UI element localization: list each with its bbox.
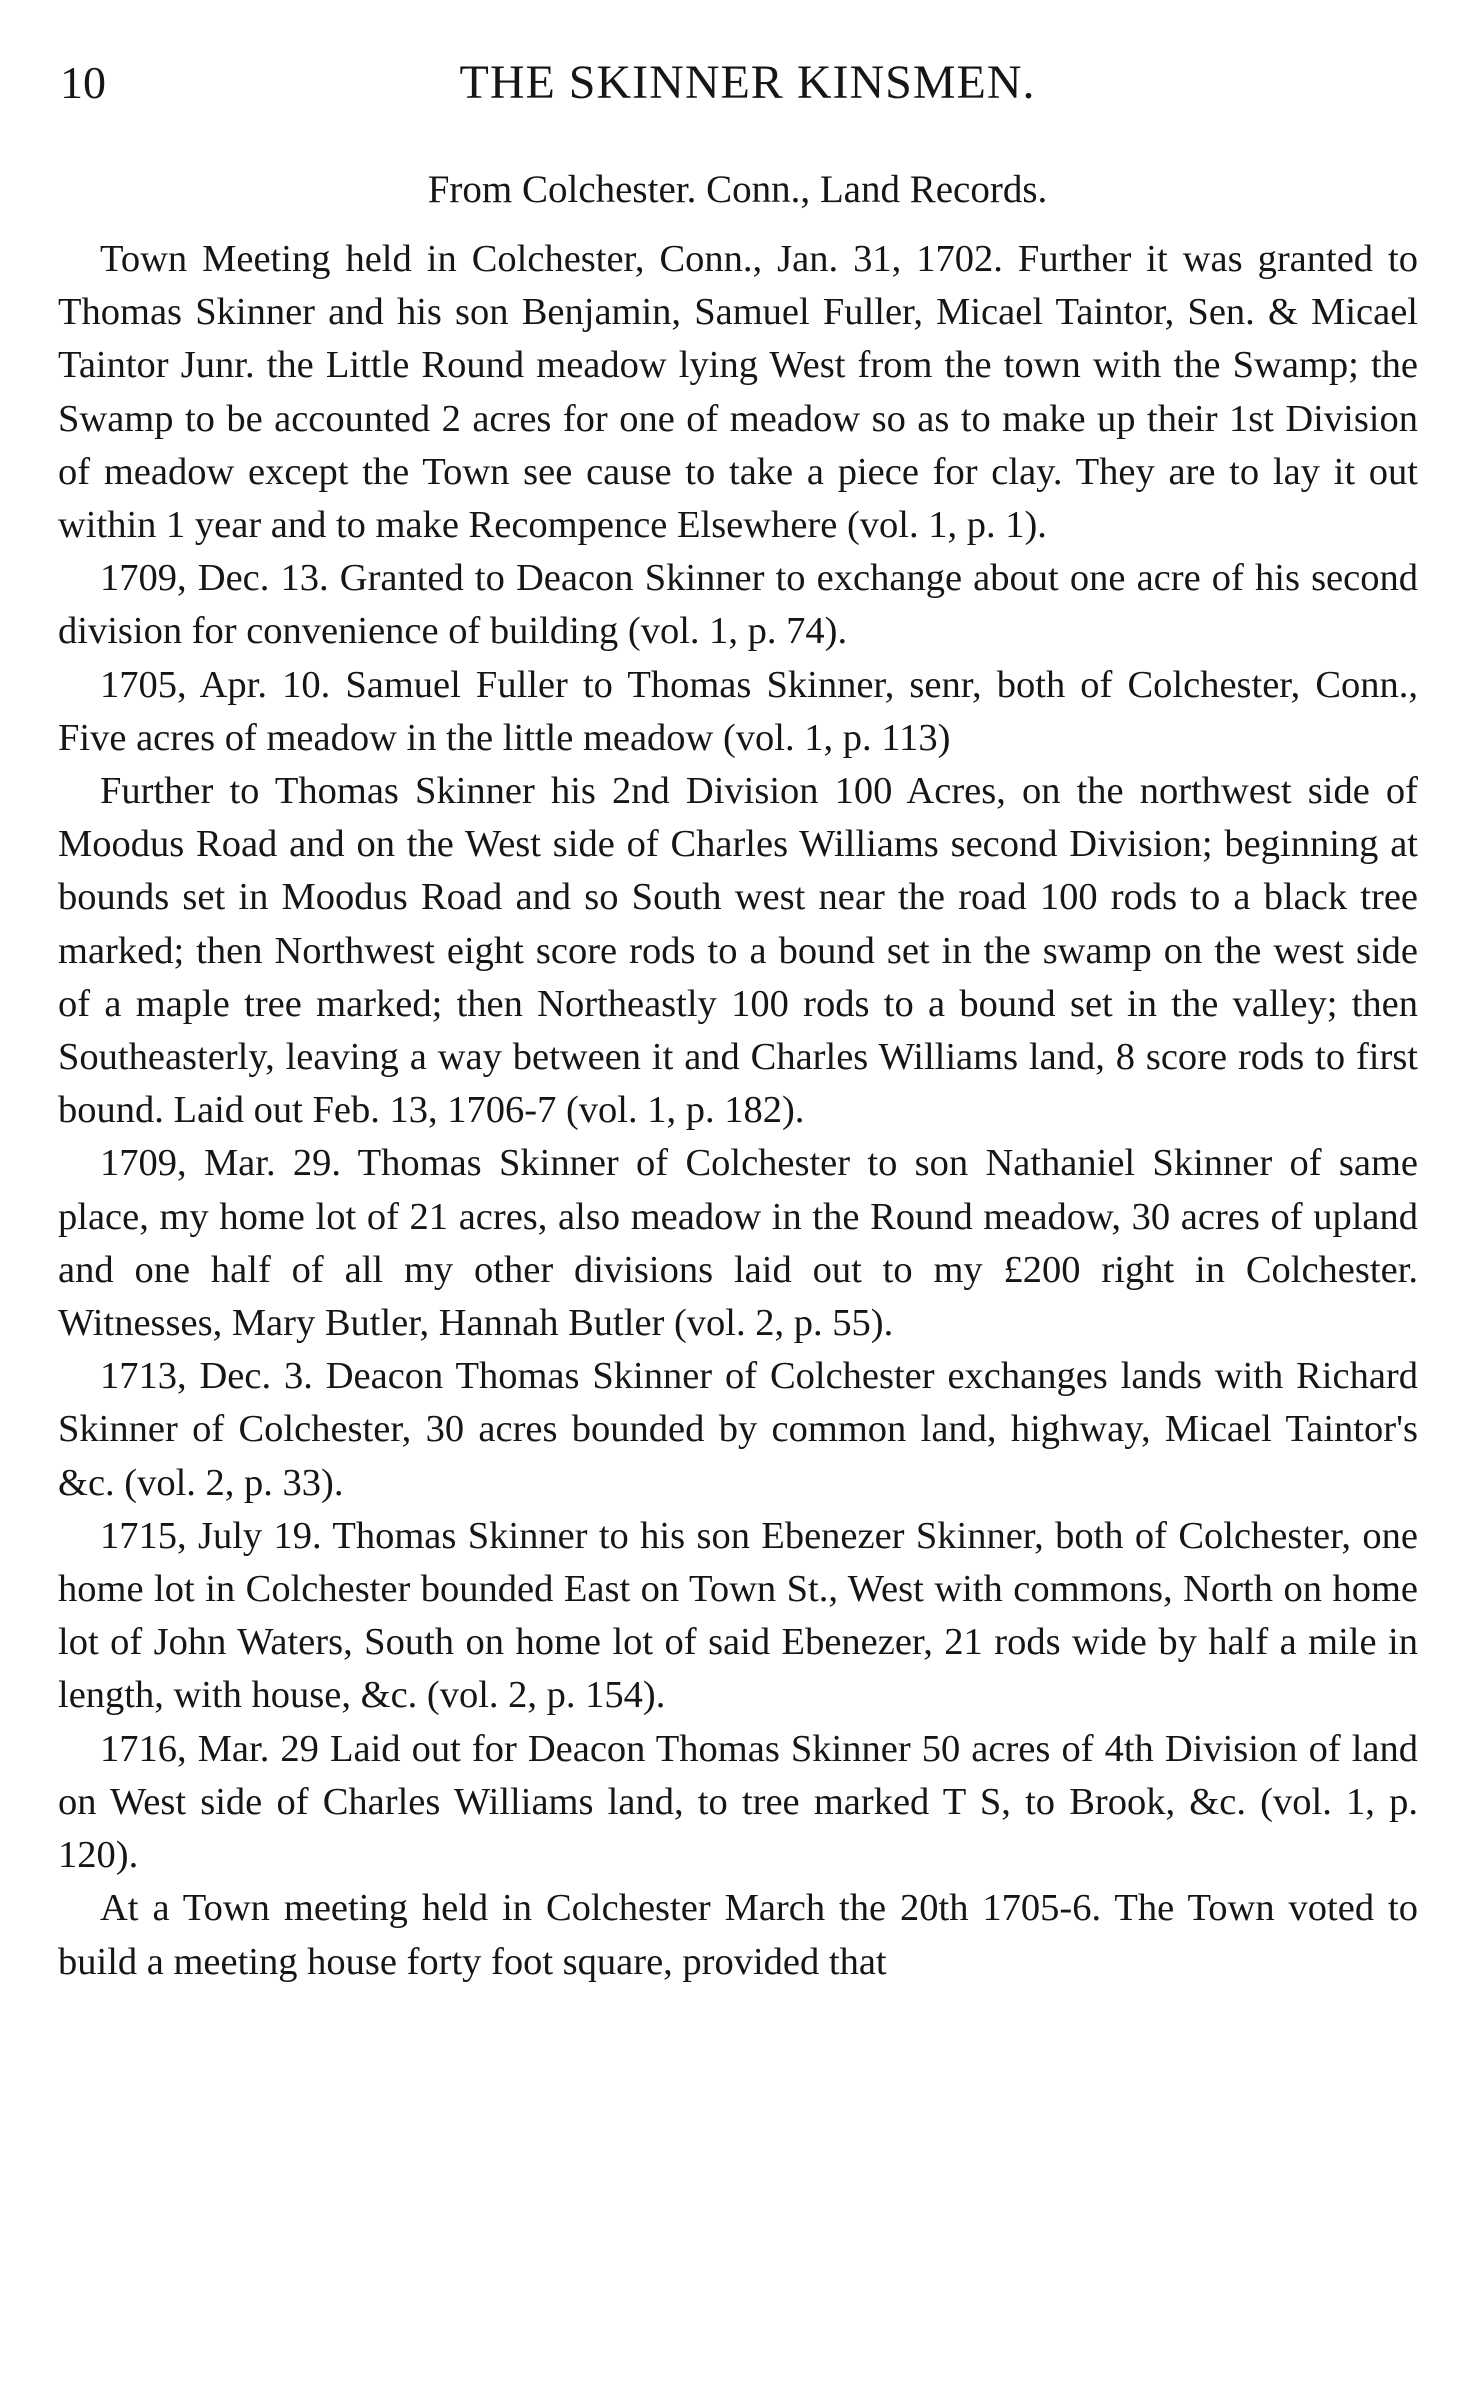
paragraph-town-meeting-1705-6: At a Town meeting held in Colchester March the 20th 1705-6. The Town voted to build a meeting house forty foot square, provided that	[58, 1887, 1418, 1983]
body-text	[58, 233, 1418, 1989]
paragraph-1705-apr-10: 1705, Apr. 10. Samuel Fuller to Thomas Skinner, senr, both of Colchester, Conn., Five acres of meadow in the little meadow (vol. 1, p. 113)	[58, 663, 1418, 759]
page-number: 10	[60, 57, 106, 108]
paragraph-1713-dec-3: 1713, Dec. 3. Deacon Thomas Skinner of Colchester exchanges lands with Richard Skinner of Colchester, 30 acres bounded by common land, highway, Micael Taintor's &c. (vol. 2, p. 33).	[58, 1355, 1418, 1504]
section-heading: From Colchester. Conn., Land Records.	[427, 168, 1048, 211]
book-title: THE SKINNER KINSMEN.	[459, 56, 1036, 109]
paragraph-1716-mar-29: 1716, Mar. 29 Laid out for Deacon Thomas Skinner 50 acres of 4th Division of land on West side of Charles Williams land, to tree marked T S, to Brook, &c. (vol. 1, p. 120).	[58, 1727, 1418, 1877]
paragraph-1709-mar-29: 1709, Mar. 29. Thomas Skinner of Colchester to son Nathaniel Skinner of same place, my home lot of 21 acres, also meadow in the Round meadow, 30 acres of upland and one half of all my other divisions laid out to my £200 right in Colchester. Witnesses, Mary Butler, Hannah Butler (vol. 2, p. 55).	[58, 1142, 1418, 1345]
running-head	[60, 48, 1415, 118]
paragraph-town-meeting-1702: Town Meeting held in Colchester, Conn., Jan. 31, 1702. Further it was granted to Thomas Skinner and his son Benjamin, Samuel Fuller, Micael Taintor, Sen. & Micael Taintor Junr. the Little Round meadow lying West from the town with the Swamp; the Swamp to be accounted 2 acres for one of meadow so as to make up their 1st Division of meadow except the Town see cause to take a piece for clay. They are to lay it out within 1 year and to make Recompence Elsewhere (vol. 1, p. 1).	[58, 238, 1418, 547]
paragraph-1709-dec-13: 1709, Dec. 13. Granted to Deacon Skinner to exchange about one acre of his second division for convenience of building (vol. 1, p. 74).	[58, 557, 1418, 653]
paragraph-second-division: Further to Thomas Skinner his 2nd Division 100 Acres, on the northwest side of Moodus Road and on the West side of Charles Williams second Division; beginning at bounds set in Moodus Road and so South west near the road 100 rods to a black tree marked; then Northwest eight score rods to a bound set in the swamp on the west side of a maple tree marked; then Northeastly 100 rods to a bound set in the valley; then Southeasterly, leaving a way between it and Charles Williams land, 8 score rods to first bound. Laid out Feb. 13, 1706-7 (vol. 1, p. 182).	[58, 770, 1418, 1132]
paragraph-1715-july-19: 1715, July 19. Thomas Skinner to his son Ebenezer Skinner, both of Colchester, one home lot in Colchester bounded East on Town St., West with commons, North on home lot of John Waters, South on home lot of said Ebenezer, 21 rods wide by half a mile in length, with house, &c. (vol. 2, p. 154).	[58, 1514, 1418, 1717]
